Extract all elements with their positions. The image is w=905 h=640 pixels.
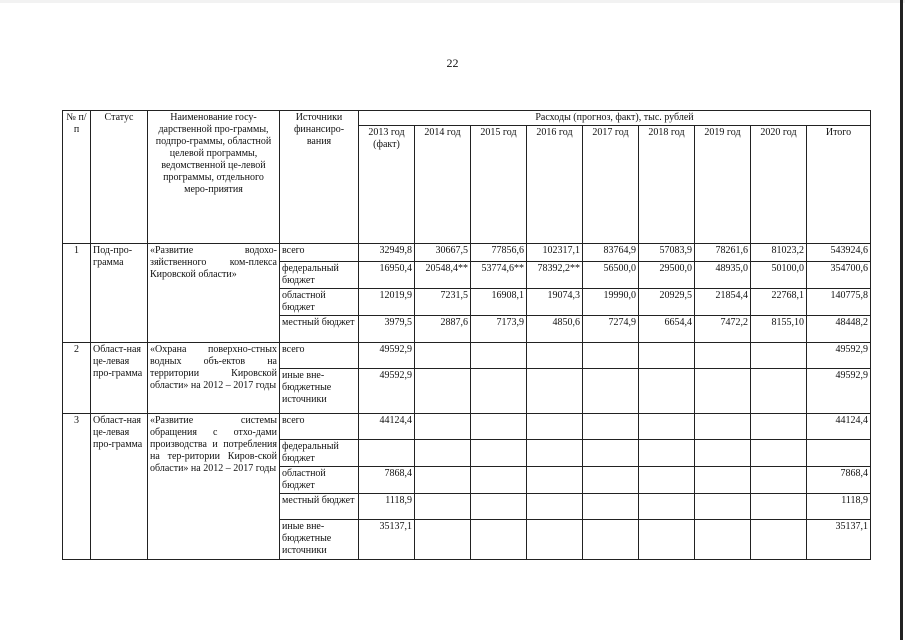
table-body	[63, 244, 871, 560]
year-value-cell	[471, 520, 527, 560]
year-value-cell	[695, 467, 751, 494]
funding-source: иные вне-бюджетные источники	[280, 369, 359, 414]
year-value-cell	[415, 369, 471, 414]
group-name: «Развитие системы обращения с отхо-дами производства и потребления на тер-ритории Киров-ской области» на 2012 – 2017 годы	[148, 414, 280, 560]
year-value-cell	[751, 343, 807, 369]
year-value-cell	[583, 520, 639, 560]
year-value-cell: 4850,6	[527, 316, 583, 343]
header-year: 2013 год (факт)	[359, 126, 415, 244]
year-value-cell: 19990,0	[583, 289, 639, 316]
year-value-cell: 83764,9	[583, 244, 639, 262]
year-value-cell	[471, 440, 527, 467]
group-status: Под-про-грамма	[91, 244, 148, 343]
header-year: 2019 год	[695, 126, 751, 244]
year-value-cell: 20929,5	[639, 289, 695, 316]
page-edge-line	[900, 0, 903, 640]
year-value-cell: 50100,0	[751, 262, 807, 289]
total-cell: 140775,8	[807, 289, 871, 316]
year-value-cell	[639, 440, 695, 467]
header-year: 2015 год	[471, 126, 527, 244]
year-value-cell: 12019,9	[359, 289, 415, 316]
year-value-cell	[639, 369, 695, 414]
year-value-cell: 35137,1	[359, 520, 415, 560]
total-cell: 543924,6	[807, 244, 871, 262]
funding-source: местный бюджет	[280, 316, 359, 343]
year-value-cell: 6654,4	[639, 316, 695, 343]
funding-source: федеральный бюджет	[280, 440, 359, 467]
year-value-cell: 48935,0	[695, 262, 751, 289]
year-value-cell: 16950,4	[359, 262, 415, 289]
year-value-cell	[751, 369, 807, 414]
year-value-cell	[471, 414, 527, 440]
year-value-cell	[527, 520, 583, 560]
year-value-cell	[695, 440, 751, 467]
year-value-cell	[695, 343, 751, 369]
total-cell: 49592,9	[807, 369, 871, 414]
year-value-cell: 102317,1	[527, 244, 583, 262]
year-value-cell: 78261,6	[695, 244, 751, 262]
year-value-cell	[583, 440, 639, 467]
header-source: Источники финансиро-вания	[280, 111, 359, 244]
year-value-cell	[527, 369, 583, 414]
group-name: «Развитие водохо-зяйственного ком-плекса Кировской области»	[148, 244, 280, 343]
year-value-cell	[639, 414, 695, 440]
total-cell: 48448,2	[807, 316, 871, 343]
year-value-cell	[415, 494, 471, 520]
year-value-cell	[415, 414, 471, 440]
year-value-cell	[583, 494, 639, 520]
year-value-cell: 20548,4**	[415, 262, 471, 289]
year-value-cell	[527, 467, 583, 494]
year-value-cell: 56500,0	[583, 262, 639, 289]
year-value-cell	[471, 494, 527, 520]
funding-source: всего	[280, 343, 359, 369]
year-value-cell	[415, 467, 471, 494]
year-value-cell	[527, 494, 583, 520]
group-status: Област-ная це-левая про-грамма	[91, 343, 148, 414]
year-value-cell	[639, 494, 695, 520]
header-year: 2017 год	[583, 126, 639, 244]
table-row	[63, 343, 871, 369]
year-value-cell	[751, 494, 807, 520]
year-value-cell: 57083,9	[639, 244, 695, 262]
table-row	[63, 244, 871, 262]
expenses-table	[62, 110, 871, 560]
year-value-cell	[527, 414, 583, 440]
header-year: 2016 год	[527, 126, 583, 244]
funding-source: местный бюджет	[280, 494, 359, 520]
year-value-cell: 30667,5	[415, 244, 471, 262]
total-cell: 49592,9	[807, 343, 871, 369]
group-number: 3	[63, 414, 91, 560]
year-value-cell	[415, 343, 471, 369]
header-year: 2020 год	[751, 126, 807, 244]
year-value-cell	[471, 369, 527, 414]
year-value-cell: 49592,9	[359, 369, 415, 414]
total-cell: 35137,1	[807, 520, 871, 560]
year-value-cell: 7868,4	[359, 467, 415, 494]
total-cell: 7868,4	[807, 467, 871, 494]
year-value-cell: 81023,2	[751, 244, 807, 262]
funding-source: федеральный бюджет	[280, 262, 359, 289]
year-value-cell: 78392,2**	[527, 262, 583, 289]
year-value-cell: 53774,6**	[471, 262, 527, 289]
year-value-cell: 1118,9	[359, 494, 415, 520]
year-value-cell: 44124,4	[359, 414, 415, 440]
page-number: 22	[446, 56, 459, 70]
scan-top-bar	[0, 0, 905, 3]
year-value-cell	[695, 520, 751, 560]
year-value-cell	[751, 414, 807, 440]
year-value-cell	[639, 467, 695, 494]
year-value-cell: 16908,1	[471, 289, 527, 316]
header-total: Итого	[807, 126, 871, 244]
year-value-cell: 19074,3	[527, 289, 583, 316]
year-value-cell: 77856,6	[471, 244, 527, 262]
year-value-cell	[583, 369, 639, 414]
year-value-cell: 7173,9	[471, 316, 527, 343]
year-value-cell: 7274,9	[583, 316, 639, 343]
header-num: № п/п	[63, 111, 91, 244]
year-value-cell: 22768,1	[751, 289, 807, 316]
header-year: 2014 год	[415, 126, 471, 244]
year-value-cell: 8155,10	[751, 316, 807, 343]
group-status: Област-ная це-левая про-грамма	[91, 414, 148, 560]
year-value-cell	[695, 369, 751, 414]
header-name: Наименование госу-дарственной про-граммы, подпро-граммы, областной целевой программы, ведомственной це-левой программы, отдельного меро-приятия	[148, 111, 280, 244]
year-value-cell: 7231,5	[415, 289, 471, 316]
total-cell: 354700,6	[807, 262, 871, 289]
header-status: Статус	[91, 111, 148, 244]
year-value-cell	[583, 343, 639, 369]
year-value-cell	[471, 467, 527, 494]
year-value-cell: 21854,4	[695, 289, 751, 316]
year-value-cell	[471, 343, 527, 369]
year-value-cell	[639, 520, 695, 560]
year-value-cell	[751, 520, 807, 560]
funding-source: областной бюджет	[280, 289, 359, 316]
year-value-cell: 49592,9	[359, 343, 415, 369]
funding-source: всего	[280, 414, 359, 440]
year-value-cell	[527, 343, 583, 369]
funding-source: областной бюджет	[280, 467, 359, 494]
year-value-cell: 2887,6	[415, 316, 471, 343]
header-expenses: Расходы (прогноз, факт), тыс. рублей	[359, 111, 871, 126]
total-cell: 1118,9	[807, 494, 871, 520]
year-value-cell	[695, 494, 751, 520]
total-cell: 44124,4	[807, 414, 871, 440]
year-value-cell	[359, 440, 415, 467]
year-value-cell	[751, 440, 807, 467]
group-number: 1	[63, 244, 91, 343]
year-value-cell	[695, 414, 751, 440]
year-value-cell: 32949,8	[359, 244, 415, 262]
year-value-cell	[527, 440, 583, 467]
year-value-cell	[751, 467, 807, 494]
funding-source: всего	[280, 244, 359, 262]
year-value-cell	[415, 440, 471, 467]
year-value-cell	[639, 343, 695, 369]
header-year: 2018 год	[639, 126, 695, 244]
year-value-cell: 3979,5	[359, 316, 415, 343]
funding-source: иные вне-бюджетные источники	[280, 520, 359, 560]
group-name: «Охрана поверхно-стных водных объ-ектов на территории Кировской области» на 2012 – 2017 годы	[148, 343, 280, 414]
year-value-cell	[415, 520, 471, 560]
year-value-cell: 29500,0	[639, 262, 695, 289]
total-cell	[807, 440, 871, 467]
group-number: 2	[63, 343, 91, 414]
year-value-cell	[583, 414, 639, 440]
table-row	[63, 414, 871, 440]
year-value-cell: 7472,2	[695, 316, 751, 343]
year-value-cell	[583, 467, 639, 494]
